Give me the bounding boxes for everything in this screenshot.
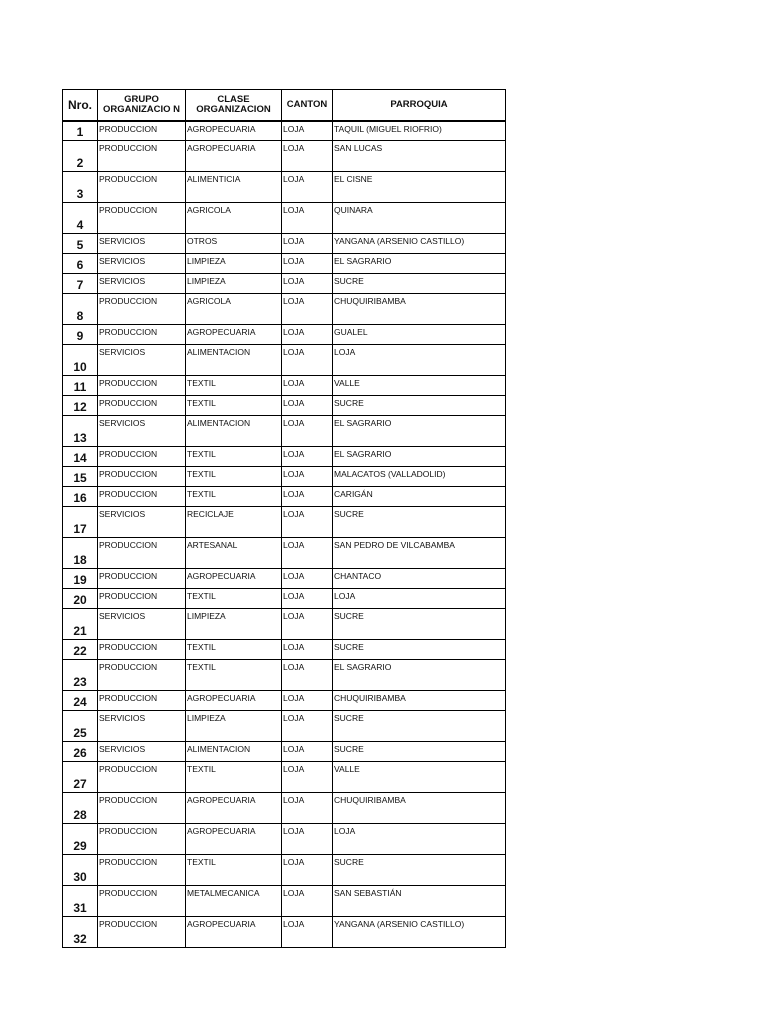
row-number: 31 bbox=[63, 886, 98, 917]
row-number: 15 bbox=[63, 467, 98, 487]
cell-grupo: PRODUCCION bbox=[98, 141, 186, 172]
cell-grupo: PRODUCCION bbox=[98, 569, 186, 589]
table-body bbox=[63, 121, 506, 948]
cell-parroquia: QUINARA bbox=[333, 203, 506, 234]
row-number: 13 bbox=[63, 416, 98, 447]
row-number: 9 bbox=[63, 325, 98, 345]
cell-canton: LOJA bbox=[282, 487, 333, 507]
header-row bbox=[63, 90, 506, 121]
cell-grupo: PRODUCCION bbox=[98, 855, 186, 886]
cell-canton: LOJA bbox=[282, 234, 333, 254]
table-header bbox=[63, 90, 506, 121]
cell-canton: LOJA bbox=[282, 589, 333, 609]
table-row bbox=[63, 467, 506, 487]
cell-parroquia: SUCRE bbox=[333, 396, 506, 416]
table-row bbox=[63, 660, 506, 691]
table-row bbox=[63, 640, 506, 660]
cell-parroquia: SUCRE bbox=[333, 609, 506, 640]
cell-parroquia: SUCRE bbox=[333, 711, 506, 742]
cell-canton: LOJA bbox=[282, 447, 333, 467]
table-row bbox=[63, 589, 506, 609]
cell-clase: AGRICOLA bbox=[186, 294, 282, 325]
cell-parroquia: MALACATOS (VALLADOLID) bbox=[333, 467, 506, 487]
cell-canton: LOJA bbox=[282, 203, 333, 234]
row-number: 21 bbox=[63, 609, 98, 640]
cell-grupo: SERVICIOS bbox=[98, 609, 186, 640]
cell-grupo: PRODUCCION bbox=[98, 325, 186, 345]
row-number: 14 bbox=[63, 447, 98, 467]
cell-canton: LOJA bbox=[282, 467, 333, 487]
row-number: 28 bbox=[63, 793, 98, 824]
cell-parroquia: SAN PEDRO DE VILCABAMBA bbox=[333, 538, 506, 569]
cell-grupo: SERVICIOS bbox=[98, 742, 186, 762]
organizations-table bbox=[62, 89, 506, 948]
cell-clase: OTROS bbox=[186, 234, 282, 254]
cell-canton: LOJA bbox=[282, 172, 333, 203]
cell-parroquia: SAN LUCAS bbox=[333, 141, 506, 172]
cell-canton: LOJA bbox=[282, 762, 333, 793]
cell-canton: LOJA bbox=[282, 824, 333, 855]
cell-clase: LIMPIEZA bbox=[186, 274, 282, 294]
table-row bbox=[63, 538, 506, 569]
row-number: 23 bbox=[63, 660, 98, 691]
cell-clase: TEXTIL bbox=[186, 640, 282, 660]
cell-clase: AGROPECUARIA bbox=[186, 325, 282, 345]
cell-clase: TEXTIL bbox=[186, 855, 282, 886]
cell-canton: LOJA bbox=[282, 416, 333, 447]
cell-parroquia: EL SAGRARIO bbox=[333, 447, 506, 467]
cell-canton: LOJA bbox=[282, 793, 333, 824]
cell-grupo: PRODUCCION bbox=[98, 203, 186, 234]
row-number: 6 bbox=[63, 254, 98, 274]
cell-parroquia: EL CISNE bbox=[333, 172, 506, 203]
header-grupo-organizacion: GRUPO ORGANIZACIO N bbox=[98, 90, 186, 121]
cell-grupo: SERVICIOS bbox=[98, 274, 186, 294]
cell-grupo: SERVICIOS bbox=[98, 507, 186, 538]
table-row bbox=[63, 711, 506, 742]
cell-parroquia: LOJA bbox=[333, 824, 506, 855]
cell-grupo: PRODUCCION bbox=[98, 917, 186, 948]
row-number: 17 bbox=[63, 507, 98, 538]
cell-grupo: PRODUCCION bbox=[98, 487, 186, 507]
cell-clase: LIMPIEZA bbox=[186, 254, 282, 274]
cell-clase: AGROPECUARIA bbox=[186, 793, 282, 824]
cell-clase: TEXTIL bbox=[186, 467, 282, 487]
row-number: 24 bbox=[63, 691, 98, 711]
header-nro: Nro. bbox=[63, 90, 98, 121]
cell-parroquia: CHUQUIRIBAMBA bbox=[333, 691, 506, 711]
table-row bbox=[63, 793, 506, 824]
cell-grupo: SERVICIOS bbox=[98, 254, 186, 274]
table-row bbox=[63, 855, 506, 886]
cell-parroquia: SUCRE bbox=[333, 855, 506, 886]
table-row bbox=[63, 345, 506, 376]
cell-canton: LOJA bbox=[282, 640, 333, 660]
cell-grupo: PRODUCCION bbox=[98, 467, 186, 487]
cell-parroquia: CARIGÁN bbox=[333, 487, 506, 507]
row-number: 7 bbox=[63, 274, 98, 294]
cell-clase: TEXTIL bbox=[186, 589, 282, 609]
cell-grupo: SERVICIOS bbox=[98, 345, 186, 376]
cell-clase: ALIMENTICIA bbox=[186, 172, 282, 203]
table-row bbox=[63, 691, 506, 711]
row-number: 10 bbox=[63, 345, 98, 376]
row-number: 30 bbox=[63, 855, 98, 886]
cell-clase: AGROPECUARIA bbox=[186, 141, 282, 172]
cell-parroquia: VALLE bbox=[333, 762, 506, 793]
row-number: 2 bbox=[63, 141, 98, 172]
cell-canton: LOJA bbox=[282, 609, 333, 640]
cell-parroquia: GUALEL bbox=[333, 325, 506, 345]
cell-parroquia: LOJA bbox=[333, 345, 506, 376]
cell-parroquia: SUCRE bbox=[333, 742, 506, 762]
cell-parroquia: YANGANA (ARSENIO CASTILLO) bbox=[333, 234, 506, 254]
cell-grupo: PRODUCCION bbox=[98, 640, 186, 660]
cell-canton: LOJA bbox=[282, 325, 333, 345]
cell-parroquia: EL SAGRARIO bbox=[333, 660, 506, 691]
cell-clase: RECICLAJE bbox=[186, 507, 282, 538]
row-number: 25 bbox=[63, 711, 98, 742]
table-row bbox=[63, 294, 506, 325]
row-number: 29 bbox=[63, 824, 98, 855]
row-number: 1 bbox=[63, 121, 98, 141]
cell-clase: TEXTIL bbox=[186, 376, 282, 396]
row-number: 20 bbox=[63, 589, 98, 609]
cell-parroquia: YANGANA (ARSENIO CASTILLO) bbox=[333, 917, 506, 948]
cell-grupo: PRODUCCION bbox=[98, 886, 186, 917]
row-number: 26 bbox=[63, 742, 98, 762]
cell-parroquia: SAN SEBASTIÁN bbox=[333, 886, 506, 917]
cell-grupo: PRODUCCION bbox=[98, 376, 186, 396]
cell-grupo: PRODUCCION bbox=[98, 396, 186, 416]
row-number: 3 bbox=[63, 172, 98, 203]
table-row bbox=[63, 234, 506, 254]
row-number: 32 bbox=[63, 917, 98, 948]
cell-canton: LOJA bbox=[282, 711, 333, 742]
table-row bbox=[63, 569, 506, 589]
cell-canton: LOJA bbox=[282, 917, 333, 948]
cell-parroquia: TAQUIL (MIGUEL RIOFRIO) bbox=[333, 121, 506, 141]
cell-clase: ALIMENTACION bbox=[186, 345, 282, 376]
table-row bbox=[63, 396, 506, 416]
row-number: 5 bbox=[63, 234, 98, 254]
cell-canton: LOJA bbox=[282, 294, 333, 325]
table-row bbox=[63, 886, 506, 917]
cell-grupo: SERVICIOS bbox=[98, 711, 186, 742]
cell-grupo: PRODUCCION bbox=[98, 660, 186, 691]
cell-grupo: PRODUCCION bbox=[98, 824, 186, 855]
table-row bbox=[63, 917, 506, 948]
cell-canton: LOJA bbox=[282, 345, 333, 376]
header-parroquia: PARROQUIA bbox=[333, 90, 506, 121]
cell-clase: ARTESANAL bbox=[186, 538, 282, 569]
cell-clase: AGROPECUARIA bbox=[186, 824, 282, 855]
cell-parroquia: VALLE bbox=[333, 376, 506, 396]
table-row bbox=[63, 487, 506, 507]
cell-parroquia: SUCRE bbox=[333, 507, 506, 538]
cell-parroquia: LOJA bbox=[333, 589, 506, 609]
cell-clase: ALIMENTACION bbox=[186, 416, 282, 447]
table-row bbox=[63, 141, 506, 172]
cell-canton: LOJA bbox=[282, 855, 333, 886]
row-number: 11 bbox=[63, 376, 98, 396]
table-row bbox=[63, 254, 506, 274]
cell-grupo: PRODUCCION bbox=[98, 538, 186, 569]
cell-canton: LOJA bbox=[282, 141, 333, 172]
table-row bbox=[63, 121, 506, 141]
cell-clase: LIMPIEZA bbox=[186, 711, 282, 742]
row-number: 18 bbox=[63, 538, 98, 569]
cell-clase: METALMECANICA bbox=[186, 886, 282, 917]
table-row bbox=[63, 824, 506, 855]
cell-clase: AGRICOLA bbox=[186, 203, 282, 234]
cell-grupo: SERVICIOS bbox=[98, 234, 186, 254]
cell-canton: LOJA bbox=[282, 376, 333, 396]
table-row bbox=[63, 274, 506, 294]
row-number: 4 bbox=[63, 203, 98, 234]
cell-parroquia: SUCRE bbox=[333, 274, 506, 294]
cell-canton: LOJA bbox=[282, 274, 333, 294]
row-number: 16 bbox=[63, 487, 98, 507]
table-row bbox=[63, 447, 506, 467]
row-number: 8 bbox=[63, 294, 98, 325]
cell-clase: AGROPECUARIA bbox=[186, 691, 282, 711]
table-row bbox=[63, 325, 506, 345]
header-canton: CANTON bbox=[282, 90, 333, 121]
table-row bbox=[63, 762, 506, 793]
cell-canton: LOJA bbox=[282, 660, 333, 691]
cell-clase: AGROPECUARIA bbox=[186, 569, 282, 589]
cell-clase: TEXTIL bbox=[186, 487, 282, 507]
row-number: 22 bbox=[63, 640, 98, 660]
cell-clase: TEXTIL bbox=[186, 396, 282, 416]
table-row bbox=[63, 742, 506, 762]
cell-canton: LOJA bbox=[282, 569, 333, 589]
cell-clase: ALIMENTACION bbox=[186, 742, 282, 762]
cell-grupo: PRODUCCION bbox=[98, 793, 186, 824]
cell-canton: LOJA bbox=[282, 507, 333, 538]
cell-clase: TEXTIL bbox=[186, 447, 282, 467]
table-row bbox=[63, 507, 506, 538]
cell-grupo: SERVICIOS bbox=[98, 416, 186, 447]
table-row bbox=[63, 172, 506, 203]
table-row bbox=[63, 203, 506, 234]
cell-clase: AGROPECUARIA bbox=[186, 917, 282, 948]
header-clase-organizacion: CLASE ORGANIZACION bbox=[186, 90, 282, 121]
cell-canton: LOJA bbox=[282, 886, 333, 917]
row-number: 27 bbox=[63, 762, 98, 793]
cell-clase: AGROPECUARIA bbox=[186, 121, 282, 141]
table-row bbox=[63, 376, 506, 396]
table-row bbox=[63, 416, 506, 447]
row-number: 12 bbox=[63, 396, 98, 416]
cell-grupo: PRODUCCION bbox=[98, 121, 186, 141]
cell-parroquia: CHUQUIRIBAMBA bbox=[333, 793, 506, 824]
cell-grupo: PRODUCCION bbox=[98, 589, 186, 609]
cell-parroquia: EL SAGRARIO bbox=[333, 416, 506, 447]
cell-grupo: PRODUCCION bbox=[98, 172, 186, 203]
table-row bbox=[63, 609, 506, 640]
cell-parroquia: CHANTACO bbox=[333, 569, 506, 589]
cell-grupo: PRODUCCION bbox=[98, 691, 186, 711]
row-number: 19 bbox=[63, 569, 98, 589]
cell-canton: LOJA bbox=[282, 396, 333, 416]
cell-parroquia: SUCRE bbox=[333, 640, 506, 660]
cell-grupo: PRODUCCION bbox=[98, 762, 186, 793]
cell-grupo: PRODUCCION bbox=[98, 294, 186, 325]
cell-canton: LOJA bbox=[282, 691, 333, 711]
cell-canton: LOJA bbox=[282, 121, 333, 141]
cell-grupo: PRODUCCION bbox=[98, 447, 186, 467]
cell-clase: TEXTIL bbox=[186, 660, 282, 691]
cell-parroquia: EL SAGRARIO bbox=[333, 254, 506, 274]
cell-canton: LOJA bbox=[282, 538, 333, 569]
cell-clase: TEXTIL bbox=[186, 762, 282, 793]
cell-clase: LIMPIEZA bbox=[186, 609, 282, 640]
cell-canton: LOJA bbox=[282, 254, 333, 274]
cell-canton: LOJA bbox=[282, 742, 333, 762]
cell-parroquia: CHUQUIRIBAMBA bbox=[333, 294, 506, 325]
